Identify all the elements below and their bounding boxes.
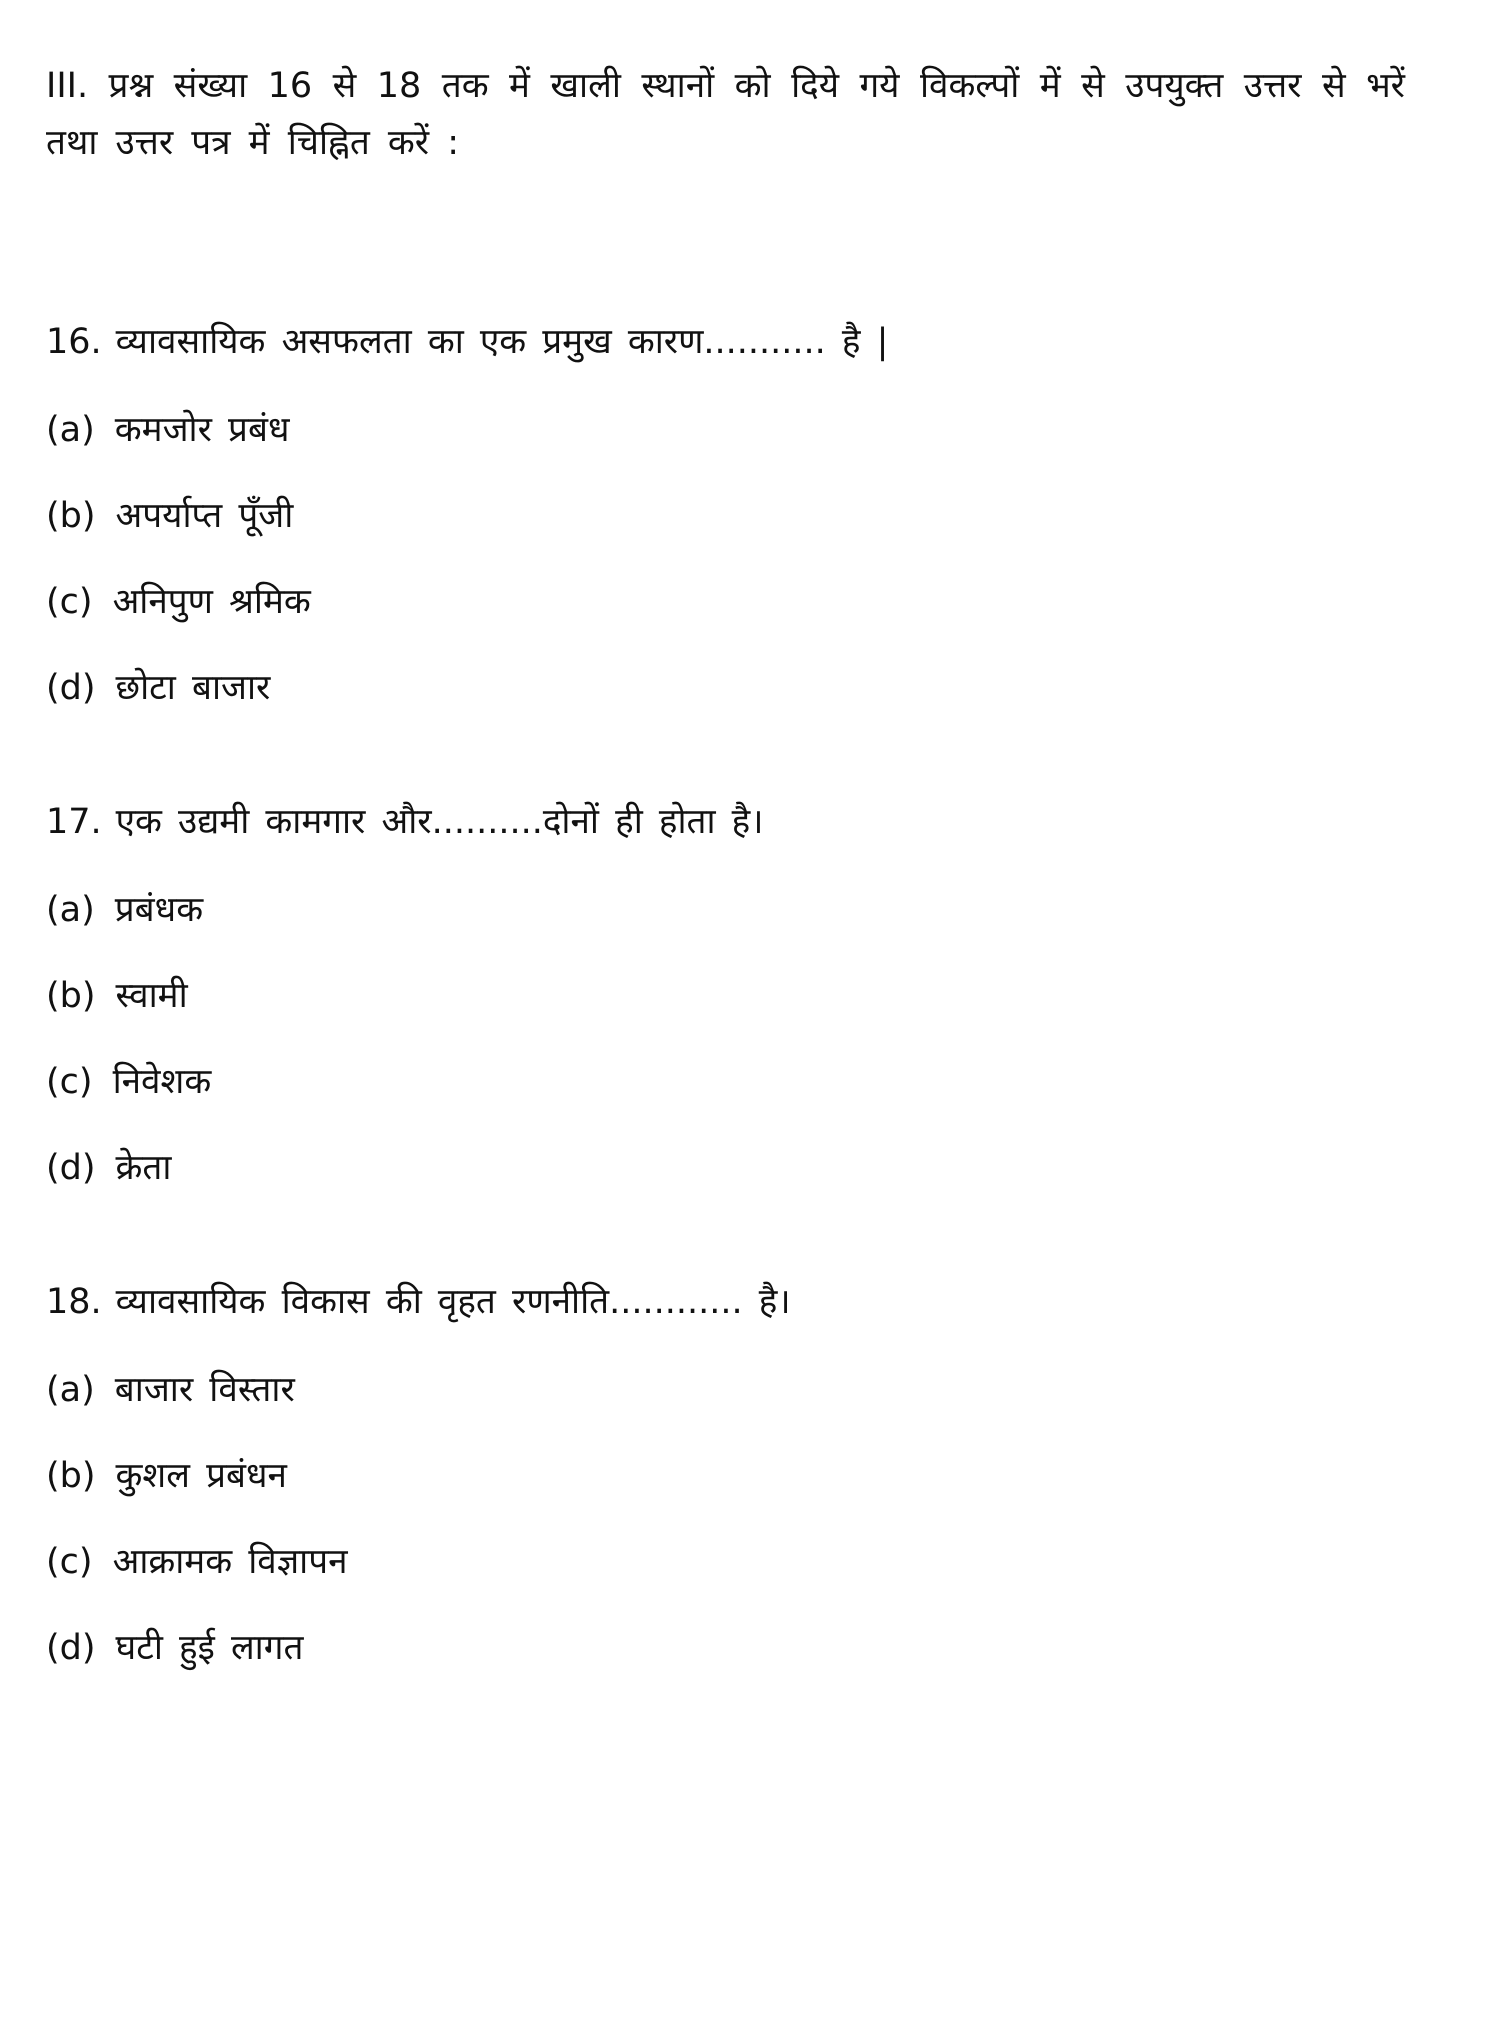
question-18-text xyxy=(46,1281,1405,1323)
section-instruction: III. प्रश्न संख्या 16 से 18 तक में खाली स्थानों को दिये गये विकल्पों में से उपयुक्त उत्तर से भरें तथा उत्तर पत्र में चिह्नित करें : xyxy=(46,66,1405,163)
option-a-text: प्रबंधक xyxy=(114,890,204,931)
question-17 xyxy=(46,801,1405,1189)
option-d-text: छोटा बाजार xyxy=(115,668,271,709)
option-b-label: (b) xyxy=(46,976,96,1017)
option-c-text: निवेशक xyxy=(112,1062,212,1103)
option-d-label: (d) xyxy=(46,668,96,709)
option-d-text: घटी हुई लागत xyxy=(115,1628,304,1669)
question-16-option-d xyxy=(46,667,1405,709)
question-16-option-c xyxy=(46,581,1405,623)
option-c-label: (c) xyxy=(46,1542,93,1583)
question-16 xyxy=(46,321,1405,709)
question-18-option-b xyxy=(46,1455,1405,1497)
option-b-label: (b) xyxy=(46,1456,96,1497)
question-16-statement: व्यावसायिक असफलता का एक प्रमुख कारण........... है | xyxy=(115,322,889,363)
question-18-statement: व्यावसायिक विकास की वृहत रणनीति............ है। xyxy=(115,1282,791,1323)
question-17-option-b xyxy=(46,975,1405,1017)
option-c-label: (c) xyxy=(46,1062,93,1103)
question-17-statement: एक उद्यमी कामगार और..........दोनों ही होता है। xyxy=(115,802,764,843)
option-b-text: स्वामी xyxy=(115,976,188,1017)
option-b-text: कुशल प्रबंधन xyxy=(115,1456,287,1497)
question-18-number: 18. xyxy=(46,1282,102,1323)
question-16-text xyxy=(46,321,1405,363)
option-a-label: (a) xyxy=(46,890,95,931)
question-18-option-a xyxy=(46,1369,1405,1411)
question-18 xyxy=(46,1281,1405,1669)
question-16-option-b xyxy=(46,495,1405,537)
option-d-label: (d) xyxy=(46,1628,96,1669)
option-b-text: अपर्याप्त पूँजी xyxy=(115,496,294,537)
option-b-label: (b) xyxy=(46,496,96,537)
question-16-option-a xyxy=(46,409,1405,451)
option-a-text: कमजोर प्रबंध xyxy=(114,410,290,451)
question-18-option-c xyxy=(46,1541,1405,1583)
question-17-option-c xyxy=(46,1061,1405,1103)
option-c-label: (c) xyxy=(46,582,93,623)
option-a-label: (a) xyxy=(46,410,95,451)
question-18-option-d xyxy=(46,1627,1405,1669)
option-a-label: (a) xyxy=(46,1370,95,1411)
option-d-label: (d) xyxy=(46,1148,96,1189)
option-c-text: आक्रामक विज्ञापन xyxy=(112,1542,348,1583)
question-16-number: 16. xyxy=(46,322,102,363)
question-17-text xyxy=(46,801,1405,843)
option-d-text: क्रेता xyxy=(115,1148,172,1189)
option-a-text: बाजार विस्तार xyxy=(114,1370,295,1411)
option-c-text: अनिपुण श्रमिक xyxy=(112,582,311,623)
question-17-number: 17. xyxy=(46,802,102,843)
question-17-option-a xyxy=(46,889,1405,931)
question-17-option-d xyxy=(46,1147,1405,1189)
